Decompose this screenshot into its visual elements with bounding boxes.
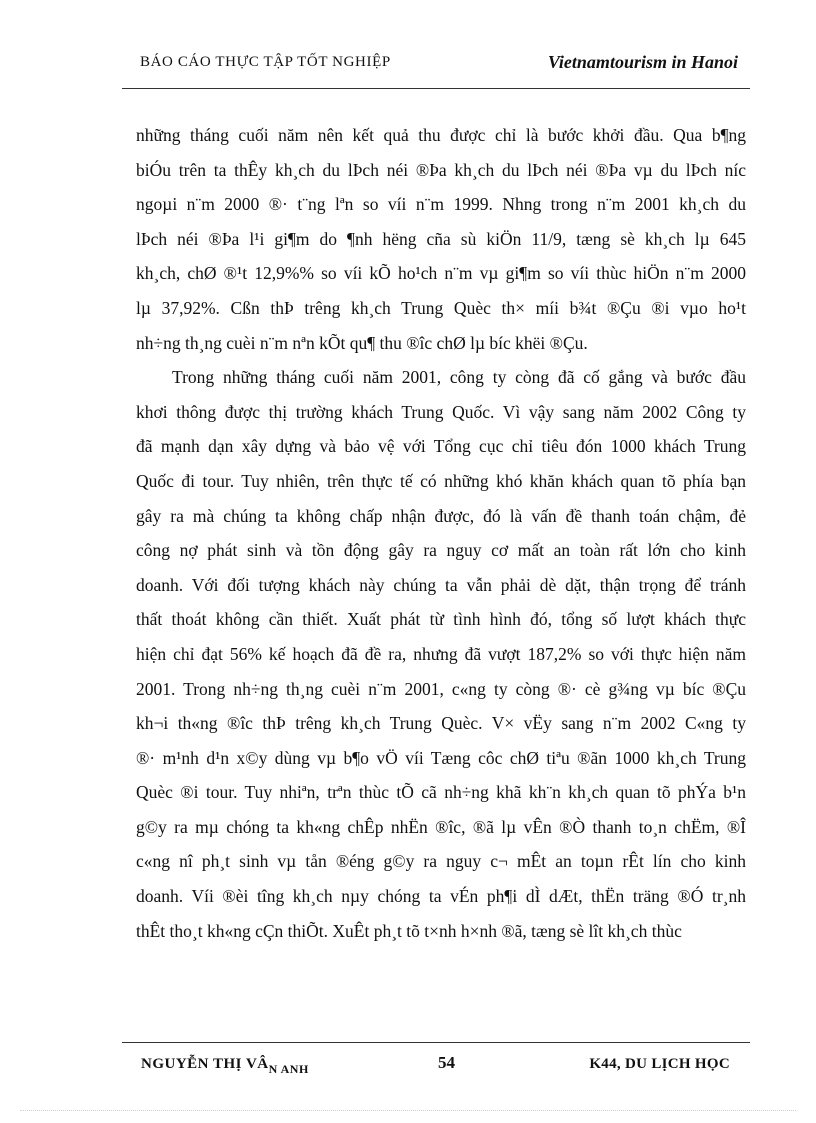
- text-line: gây ra mà chúng ta không chấp nhận được, đó là vấn đề thanh toán chậm, đẻ: [136, 505, 746, 526]
- header-report-title: BÁO CÁO THỰC TẬP TỐT NGHIỆP: [140, 54, 391, 70]
- footer-author-name-sub: N ANH: [268, 1062, 309, 1076]
- text-line: đã mạnh dạn xây dựng và bảo vệ với Tổng cục chỉ tiêu đón 1000 khách Trung: [136, 436, 746, 457]
- body-text: [136, 118, 746, 948]
- text-line: thÊt tho¸t kh«ng cÇn thiÕt. XuÊt ph¸t tõ t×nh h×nh ®ã, tæng sè lît kh¸ch thùc: [136, 920, 682, 941]
- footer-author: [141, 1056, 309, 1076]
- text-line: kh¬i th«ng ®îc thÞ trêng kh¸ch Trung Quèc. V× vËy sang n¨m 2002 C«ng ty: [136, 713, 746, 734]
- text-line: lÞch néi ®Þa l¹i gi¶m do ¶nh hëng cña sù kiÖn 11/9, tæng sè kh¸ch lµ 645: [136, 228, 746, 249]
- page-number: 54: [438, 1053, 455, 1072]
- footer-divider: [122, 1042, 750, 1043]
- text-line: khơi thông được thị trường khách Trung Quốc. Vì vậy sang năm 2002 Công ty: [136, 401, 746, 422]
- text-line: g©y ra mµ chóng ta kh«ng chÊp nhËn ®îc, ®ã lµ vÊn ®Ò thanh to¸n chËm, ®Î: [136, 816, 746, 837]
- text-line: ngoµi n¨m 2000 ®· t¨ng lªn so víi n¨m 1999. Nhng trong n¨m 2001 kh¸ch du: [136, 194, 746, 215]
- footer-author-name: NGUYỄN THỊ VÂ: [141, 1056, 269, 1072]
- text-line: 2001. Trong nh÷ng th¸ng cuèi n¨m 2001, c«ng ty còng ®· cè g¾ng vµ bíc ®Çu: [136, 678, 746, 699]
- text-line: doanh. Víi ®èi tîng kh¸ch nµy chóng ta vÉn ph¶i dÌ dÆt, thËn träng ®Ó tr¸nh: [136, 886, 746, 907]
- text-line: Quốc đi tour. Tuy nhiên, trên thực tế có những khó khăn khách quan tõ phía bạn: [136, 470, 746, 491]
- text-line: kh¸ch, chØ ®¹t 12,9%% so víi kÕ ho¹ch n¨m vµ gi¶m so víi thùc hiÖn n¨m 2000: [136, 263, 746, 284]
- text-line: thất thoát không cần thiết. Xuất phát từ tình hình đó, tổng số lượt khách thực: [136, 609, 746, 630]
- text-line: Trong những tháng cuối năm 2001, công ty còng đã cố gắng và bước đầu: [172, 367, 746, 388]
- text-line: Quèc ®i tour. Tuy nhiªn, trªn thùc tÕ cã nh÷ng khã kh¨n kh¸ch quan tõ phÝa b¹n: [136, 782, 746, 803]
- page-bottom-edge: [20, 1110, 796, 1111]
- text-line: ®· m¹nh d¹n x©y dùng vµ b¶o vÖ víi Tæng côc chØ tiªu ®ãn 1000 kh¸ch Trung: [136, 747, 746, 768]
- text-line: doanh. Với đối tượng khách này chúng ta vẫn phải dè dặt, thận trọng để tránh: [136, 574, 746, 595]
- header-divider: [122, 88, 750, 89]
- text-line: những tháng cuối năm nên kết quả thu được chỉ là bước khởi đầu. Qua b¶ng: [136, 125, 746, 145]
- header-brand: Vietnamtourism in Hanoi: [547, 52, 738, 72]
- text-line: công nợ phát sinh và tồn động gây ra nguy cơ mất an toàn rất lớn cho kinh: [136, 540, 746, 561]
- text-line: nh÷ng th¸ng cuèi n¨m nªn kÕt qu¶ thu ®îc chØ lµ bíc khëi ®Çu.: [136, 332, 588, 353]
- footer-class-label: K44, DU LỊCH HỌC: [589, 1056, 730, 1072]
- text-line: c«ng nî ph¸t sinh vµ tån ®éng g©y ra nguy c¬ mÊt an toµn rÊt lín cho kinh: [136, 851, 746, 872]
- text-line: biÓu trên ta thÊy kh¸ch du lÞch néi ®Þa kh¸ch du lÞch néi ®Þa vµ du lÞch níc: [136, 159, 746, 180]
- text-line: hiện chỉ đạt 56% kế hoạch đã đề ra, nhưng đã vượt 187,2% so với thực hiện năm: [136, 643, 746, 664]
- text-line: lµ 37,92%. Cßn thÞ trêng kh¸ch Trung Quèc th× míi b¾t ®Çu ®i vµo ho¹t: [136, 297, 746, 318]
